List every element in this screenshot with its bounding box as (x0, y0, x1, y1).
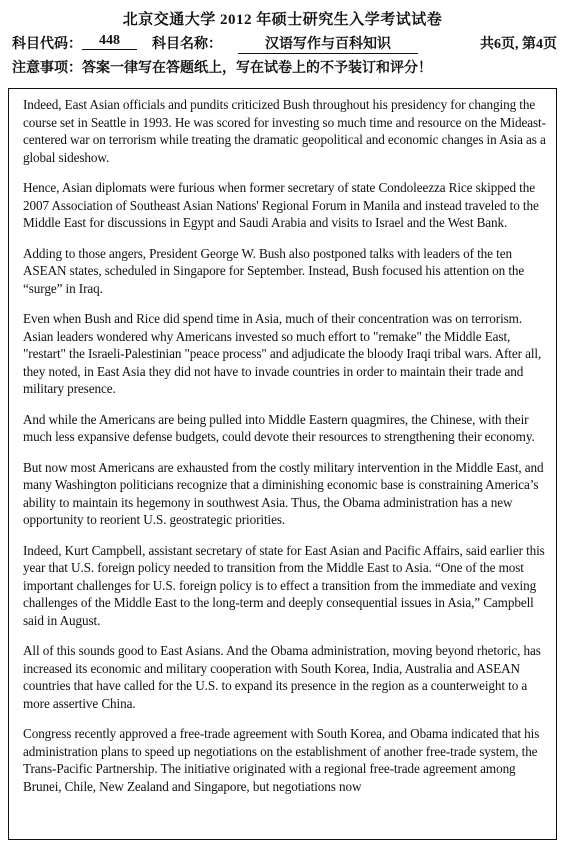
paragraph: And while the Americans are being pulled into Middle Eastern quagmires, the Chinese, with their much less expansive defense budgets, could devote their resources to strengthening their economy. (23, 411, 535, 444)
exam-title: 北京交通大学 2012 年硕士研究生入学考试试卷 (122, 12, 443, 28)
paragraph: Indeed, East Asian officials and pundits criticized Bush throughout his presidency for changing the course set in Seattle in 1993. He was scored for investing so much time and resource on the Mideast-centered war on terrorism while treating the dramatic geopolitical and economic changes in Asia as a global sideshow. (23, 97, 546, 165)
paragraph: But now most Americans are exhausted from the costly military intervention in the Middle East, and many Washington politicians recognize that a diminishing economic base is constraining America’s ability to maintain its hegemony in southwest Asia. Thus, the Obama administration has a new opportunity to reorient U.S. geostrategic priorities. (23, 459, 544, 527)
paragraph: Indeed, Kurt Campbell, assistant secretary of state for East Asian and Pacific Affairs, said earlier this year that U.S. foreign policy needed to transition from the Middle East to Asia. “One of the most important challenges for U.S. foreign policy is to effect a transition from the immediate and vexing challenges of the Middle East to the long-term and deeply consequential issues in Asia,” Campbell said in August. (23, 542, 545, 628)
paragraph: All of this sounds good to East Asians. And the Obama administration, moving beyond rhetoric, has increased its economic and military cooperation with South Korea, India, Australia and ASEAN countries that have called for the U.S. to expand its presence in the region as a counterweight to a more assertive China. (23, 643, 541, 711)
exam-notes: 注意事项：答案一律写在答题纸上，写在试卷上的不予装订和评分！ (12, 61, 432, 76)
exam-info-row (12, 33, 557, 53)
passage-frame (8, 88, 557, 840)
exam-header (0, 0, 565, 86)
passage-text (23, 96, 546, 808)
paragraph: Adding to those angers, President George W. Bush also postponed talks with leaders of the ten ASEAN states, scheduled in Singapore for September. Instead, Bush focused his attention on the “surge” in Iraq. (23, 245, 525, 296)
page-count: 共6页, 第4页 (480, 37, 557, 52)
paragraph: Even when Bush and Rice did spend time in Asia, much of their concentration was on terrorism. Asian leaders wondered why Americans invested so much effort to "remake" the Middle East, "restart" the Israeli-Palestinian "peace process" and adjudicate the bloody Iraqi tribal wars. After all, they noted, in East Asia they did not have to invade countries in order to maintain their trade and military presence. (23, 311, 542, 396)
subject-name-label: 科目名称： (152, 37, 222, 52)
subject-code-label: 科目代码： (12, 37, 82, 52)
subject-name-value: 汉语写作与百科知识 (238, 33, 418, 54)
paragraph: Hence, Asian diplomats were furious when former secretary of state Condoleezza Rice skipped the 2007 Association of Southeast Asian Nations' Regional Forum in Manila and instead traveled to the Middle East for discussions in Egypt and Saudi Arabia and visits to Israel and the West Bank. (23, 180, 539, 230)
subject-code-value: 448 (82, 33, 137, 50)
paragraph: Congress recently approved a free-trade agreement with South Korea, and Obama indicated that his administration plans to speed up negotiations on the establishment of another free-trade system, the Trans-Pacific Partnership. The initiative originated with a regional free-trade agreement among Brunei, Chile, New Zealand and Singapore, but negotiations now (23, 726, 540, 794)
